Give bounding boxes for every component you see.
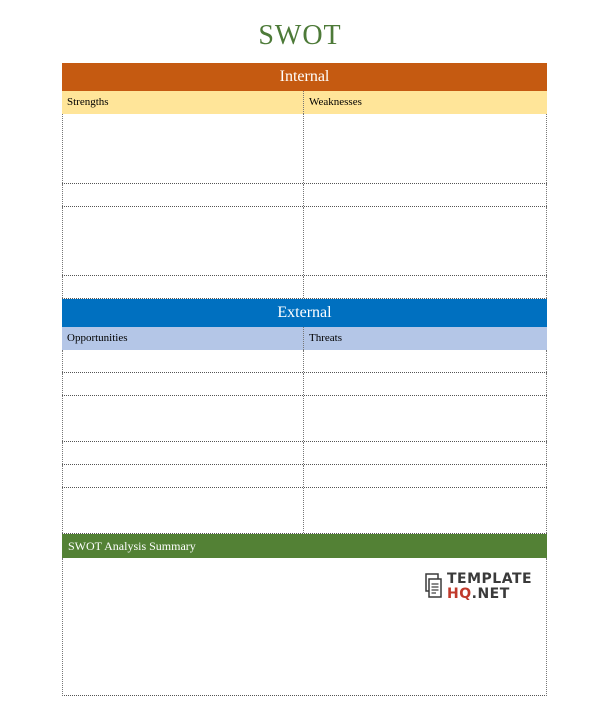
opportunities-cell[interactable]	[62, 465, 304, 487]
logo-brand: HQ	[447, 586, 472, 602]
internal-heading: Internal	[62, 63, 547, 91]
strengths-cell[interactable]	[62, 184, 304, 206]
strengths-cell[interactable]	[62, 114, 304, 183]
opportunities-cell[interactable]	[62, 396, 304, 441]
opportunities-cell[interactable]	[62, 350, 304, 372]
threats-cell[interactable]	[304, 465, 547, 487]
external-row	[62, 465, 547, 488]
page-title: SWOT	[258, 20, 342, 51]
opportunities-cell[interactable]	[62, 373, 304, 395]
threats-cell[interactable]	[304, 373, 547, 395]
threats-header: Threats	[304, 327, 547, 350]
threats-cell[interactable]	[304, 488, 547, 533]
weaknesses-cell[interactable]	[304, 114, 547, 183]
weaknesses-cell[interactable]	[304, 207, 547, 275]
weaknesses-cell[interactable]	[304, 184, 547, 206]
internal-row	[62, 276, 547, 299]
external-row	[62, 442, 547, 465]
strengths-cell[interactable]	[62, 276, 304, 298]
threats-cell[interactable]	[304, 350, 547, 372]
summary-box[interactable]	[62, 558, 547, 696]
strengths-cell[interactable]	[62, 207, 304, 275]
internal-row	[62, 184, 547, 207]
external-row	[62, 350, 547, 373]
logo-text-line2	[447, 586, 510, 602]
templatehq-logo	[425, 571, 535, 605]
opportunities-header: Opportunities	[62, 327, 304, 350]
external-row	[62, 488, 547, 534]
opportunities-cell[interactable]	[62, 442, 304, 464]
weaknesses-cell[interactable]	[304, 276, 547, 298]
external-column-headers	[62, 327, 547, 350]
threats-cell[interactable]	[304, 442, 547, 464]
external-row	[62, 373, 547, 396]
internal-column-headers	[62, 91, 547, 114]
logo-text-line1: TEMPLATE	[447, 571, 533, 587]
internal-row	[62, 207, 547, 276]
opportunities-cell[interactable]	[62, 488, 304, 533]
swot-table	[62, 63, 547, 696]
external-heading: External	[62, 299, 547, 327]
strengths-header: Strengths	[62, 91, 304, 114]
logo-domain: .NET	[471, 586, 510, 602]
threats-cell[interactable]	[304, 396, 547, 441]
summary-heading: SWOT Analysis Summary	[62, 534, 547, 558]
external-row	[62, 396, 547, 442]
weaknesses-header: Weaknesses	[304, 91, 547, 114]
internal-row	[62, 114, 547, 184]
document-icon	[425, 573, 443, 599]
